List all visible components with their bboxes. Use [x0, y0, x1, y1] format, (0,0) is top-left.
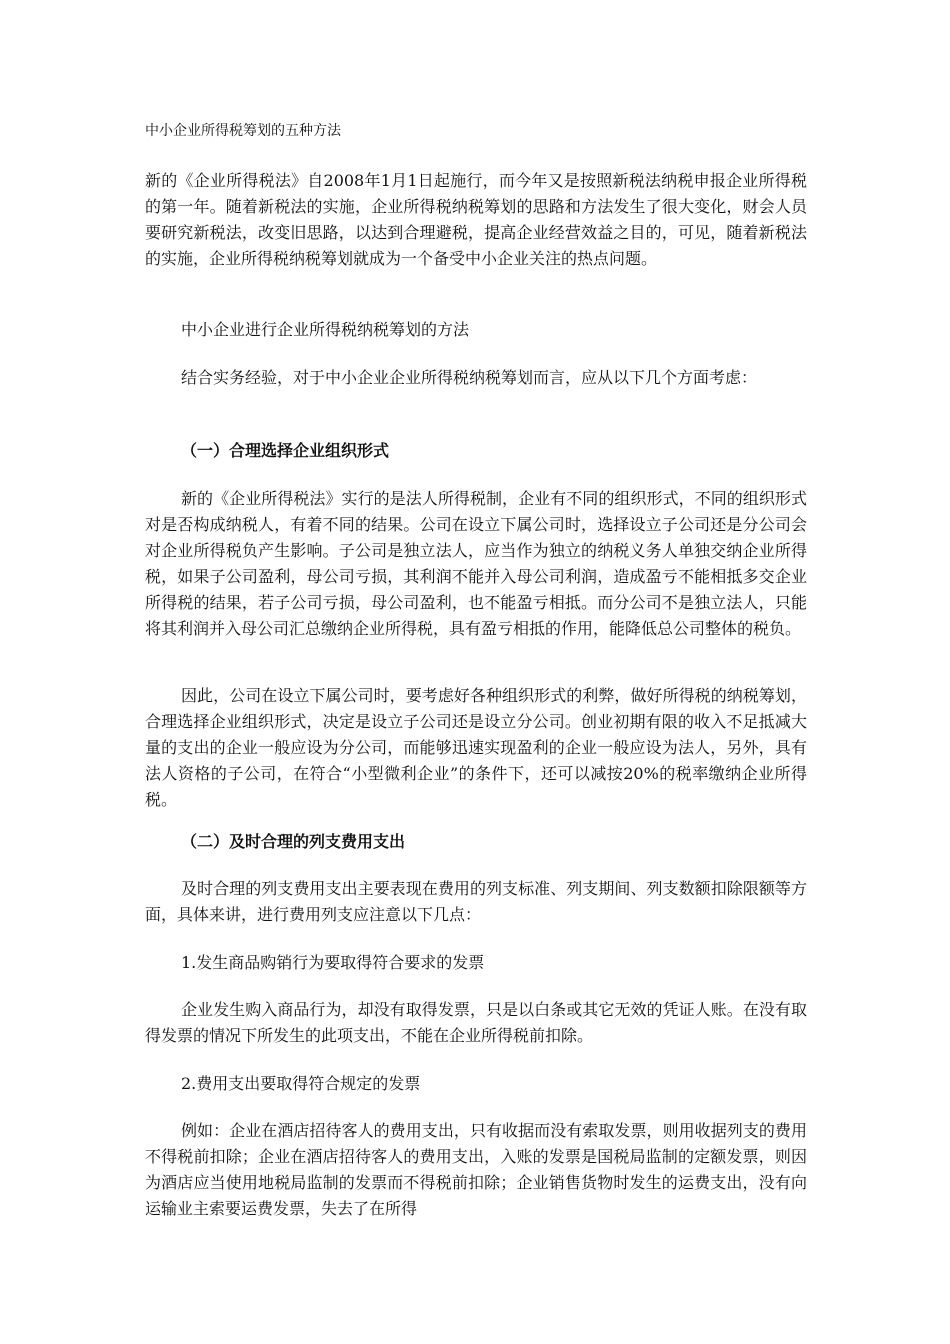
- section-heading-organization-form: （一）合理选择企业组织形式: [181, 441, 390, 460]
- item-2-title: 2.费用支出要取得符合规定的发票: [181, 1074, 421, 1093]
- item-2-paragraph: 例如：企业在酒店招待客人的费用支出，只有收据而没有索取发票，则用收据列支的费用不得税前扣除；企业在酒店招待客人的费用支出，入账的发票是国税局监制的定额发票，则因为酒店应当使用地税局监制的发票而不得税前扣除；企业销售货物时发生的运费支出，没有向运输业主索要运费发票，失去了在所得: [145, 1121, 807, 1218]
- expense-listing-paragraph: 及时合理的列支费用支出主要表现在费用的列支标准、列支期间、列支数额扣除限额等方面，具体来讲，进行费用列支应注意以下几点：: [145, 879, 807, 924]
- item-1-paragraph: 企业发生购入商品行为，却没有取得发票，只是以白条或其它无效的凭证人账。在没有取得发票的情况下所发生的此项支出，不能在企业所得税前扣除。: [145, 1000, 807, 1045]
- methods-intro-paragraph: 结合实务经验，对于中小企业企业所得税纳税筹划而言，应从以下几个方面考虑：: [181, 368, 758, 387]
- document-title: 中小企业所得税筹划的五种方法: [145, 123, 341, 139]
- organization-form-paragraph-2: 因此，公司在设立下属公司时，要考虑好各种组织形式的利弊，做好所得税的纳税筹划，合理选择企业组织形式，决定是设立子公司还是设立分公司。创业初期有限的收入不足抵减大量的支出的企业一般应设为分公司，而能够迅速实现盈利的企业一般应设为法人，另外，具有法人资格的子公司，在符合“小型微利企业”的条件下，还可以减按20%的税率缴纳企业所得税。: [145, 686, 807, 809]
- section-heading-expense-listing: （二）及时合理的列支费用支出: [181, 832, 406, 851]
- methods-heading: 中小企业进行企业所得税纳税筹划的方法: [181, 320, 470, 339]
- item-1-title: 1.发生商品购销行为要取得符合要求的发票: [181, 953, 485, 972]
- organization-form-paragraph-1: 新的《企业所得税法》实行的是法人所得税制，企业有不同的组织形式，不同的组织形式对是否构成纳税人，有着不同的结果。公司在设立下属公司时，选择设立子公司还是分公司会对企业所得税负产生影响。子公司是独立法人，应当作为独立的纳税义务人单独交纳企业所得税，如果子公司盈利，母公司亏损，其利润不能并入母公司利润，造成盈亏不能相抵多交企业所得税的结果，若子公司亏损，母公司盈利，也不能盈亏相抵。而分公司不是独立法人，只能将其利润并入母公司汇总缴纳企业所得税，具有盈亏相抵的作用，能降低总公司整体的税负。: [145, 489, 807, 638]
- intro-paragraph: 新的《企业所得税法》自2008年1月1日起施行，而今年又是按照新税法纳税申报企业所得税的第一年。随着新税法的实施，企业所得税纳税筹划的思路和方法发生了很大变化，财会人员要研究新税法，改变旧思路，以达到合理避税，提高企业经营效益之目的，可见，随着新税法的实施，企业所得税纳税筹划就成为一个备受中小企业关注的热点问题。: [145, 171, 807, 268]
